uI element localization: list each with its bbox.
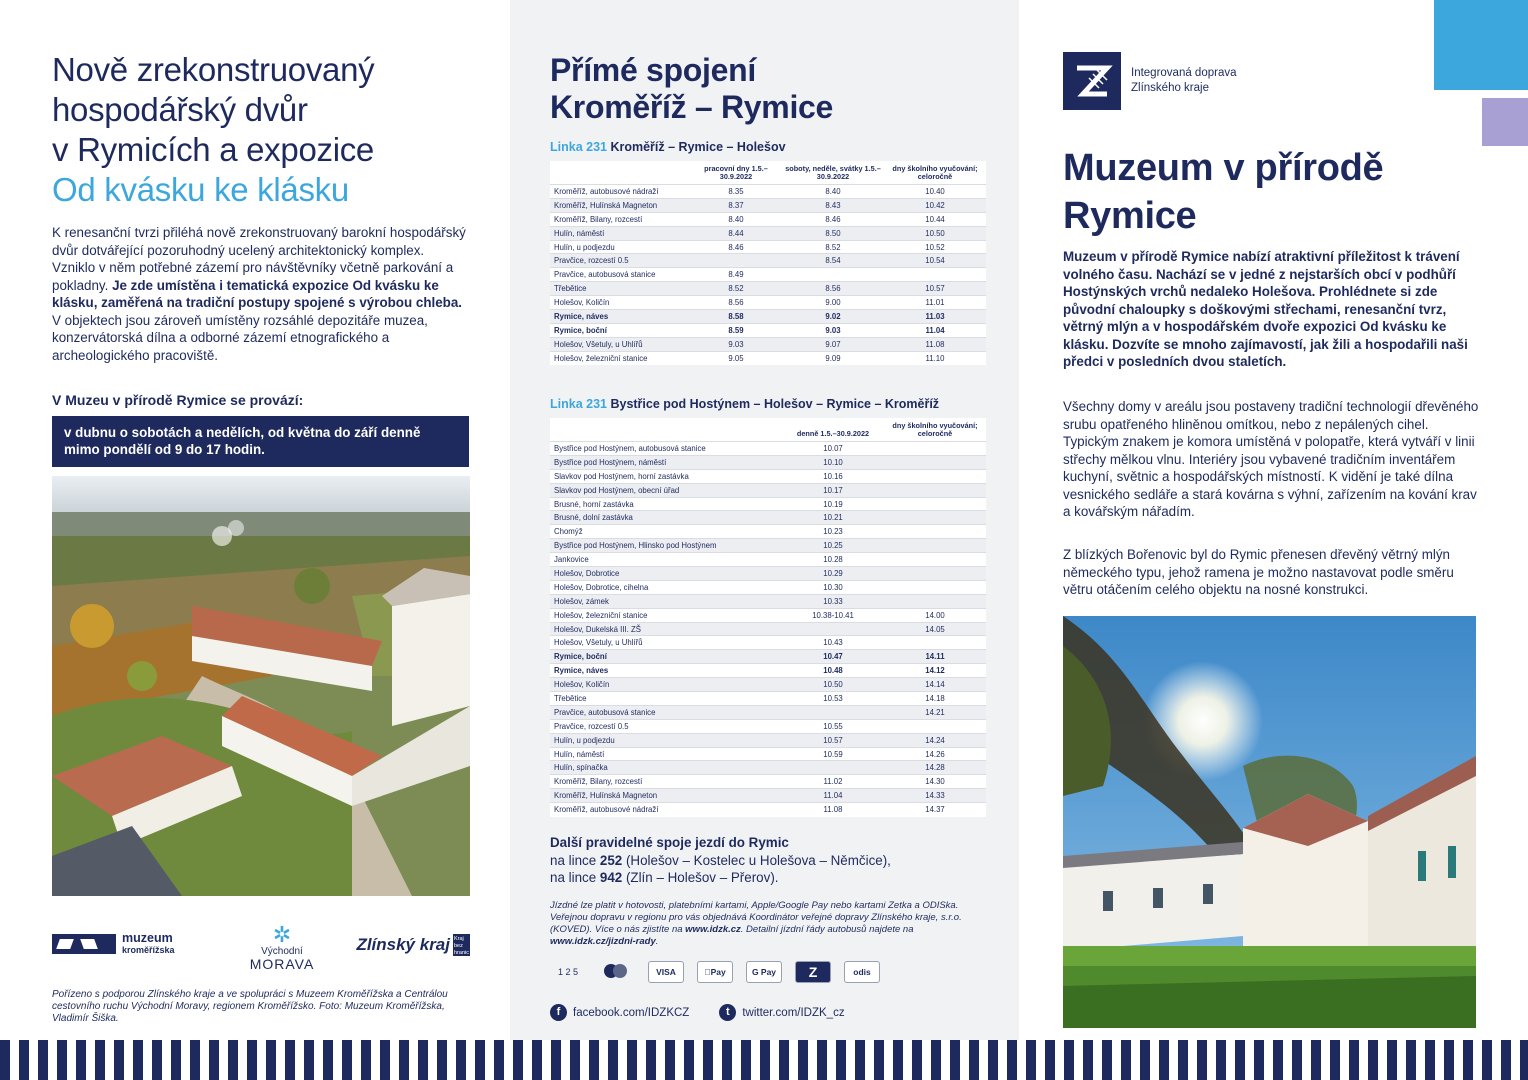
line2-departure-time: 10.28	[782, 553, 884, 567]
line1-row	[550, 240, 986, 254]
idzk-logo-line-2: Zlínského kraje	[1131, 82, 1209, 94]
line2-departure-time: 10.38-10.41	[782, 608, 884, 622]
courtyard-photo-illustration	[1063, 616, 1476, 1028]
left-title-line-2: hospodářský dvůr	[52, 91, 308, 128]
other-line1-route: (Holešov – Kostelec u Holešova – Němčice),	[622, 852, 891, 868]
line2-departure-time: 14.11	[884, 650, 986, 664]
line2-departure-time: 10.50	[782, 678, 884, 692]
line2-stop-name: Slavkov pod Hostýnem, obecní úřad	[550, 483, 782, 497]
museum-intro: Muzeum v přírodě Rymice nabízí atraktivní příležitost k trávení volného času. Nachází se v jedné z nejstarších obcí v podhůří Hostýnských vrchů nedaleko Holešova. Prohlédnete si zde původní chaloupky s doškovými střechami, renesanční tvrz, větrný mlýn a v hospodářském dvoře expozici Od kvásku ke klásku. Dozvíte se mnoho zajímavostí, jak žili a hospodařili naši předci v posledních dvou staletích.	[1063, 249, 1468, 369]
line1-row	[550, 198, 986, 212]
line1-departure-time: 8.59	[690, 323, 782, 337]
muzeum-logo-line-2: kroměřížska	[122, 945, 175, 955]
museum-title-line-1: Muzeum v přírodě	[1063, 147, 1384, 189]
line2-stop-name: Brusné, horní zastávka	[550, 497, 782, 511]
line1-departure-time: 8.49	[690, 268, 782, 282]
line2-row	[550, 594, 986, 608]
line2-departure-time	[884, 455, 986, 469]
line1-stop-name: Holešov, Količín	[550, 296, 690, 310]
line2-departure-time: 14.21	[884, 705, 986, 719]
line1-departure-time	[690, 254, 782, 268]
line1-row	[550, 296, 986, 310]
line1-departure-time: 8.35	[690, 185, 782, 199]
line2-row	[550, 580, 986, 594]
line2-departure-time: 14.24	[884, 733, 986, 747]
line1-stop-name: Kroměříž, autobusové nádraží	[550, 185, 690, 199]
line1-departure-time: 10.44	[884, 212, 986, 226]
line1-row	[550, 282, 986, 296]
line2-heading	[550, 397, 939, 411]
line2-departure-time: 10.25	[782, 539, 884, 553]
line1-departure-time: 8.56	[782, 282, 884, 296]
line2-departure-time: 14.33	[884, 789, 986, 803]
line2-departure-time: 14.00	[884, 608, 986, 622]
line2-stop-name: Kroměříž, Hulínská Magneton	[550, 789, 782, 803]
apple-pay-label: Pay	[707, 967, 723, 977]
line2-stop-name: Hulín, spínačka	[550, 761, 782, 775]
zk-logo-box: Kraj bez hranic	[454, 936, 469, 956]
line2-row	[550, 789, 986, 803]
odis-card-icon: odis	[844, 961, 880, 983]
left-body-part-1: K renesanční tvrzi přiléhá nově zrekonstruovaný barokní hospodářský dvůr dotvářející pozoruhodný ucelený architektonický komplex. Vzniklo v něm potřebné zázemí pro návštěvníky včetně parkování a pokladny.	[52, 225, 466, 293]
idzk-link[interactable]: www.idzk.cz	[685, 924, 741, 935]
line2-row	[550, 733, 986, 747]
line1-row	[550, 337, 986, 351]
line2-stop-name: Holešov, zámek	[550, 594, 782, 608]
line2-stop-name: Holešov, Dobrotice	[550, 567, 782, 581]
line1-stop-name: Pravčice, rozcestí 0.5	[550, 254, 690, 268]
line1-departure-time: 9.03	[690, 337, 782, 351]
line2-stop-name: Jankovice	[550, 553, 782, 567]
line2-departure-time	[884, 636, 986, 650]
line2-row	[550, 511, 986, 525]
line1-departure-time: 8.37	[690, 198, 782, 212]
visa-icon: VISA	[648, 961, 684, 983]
line1-number: Linka 231	[550, 140, 607, 154]
line1-row	[550, 185, 986, 199]
line1-row	[550, 268, 986, 282]
line2-departure-time: 10.53	[782, 692, 884, 706]
line2-departure-time: 10.19	[782, 497, 884, 511]
right-panel	[1019, 0, 1528, 1040]
vm-logo-line-2: MORAVA	[249, 956, 315, 972]
tt1-body	[550, 185, 986, 366]
line2-stop-name: Holešov, Všetuly, u Uhlířů	[550, 636, 782, 650]
line1-departure-time: 11.03	[884, 310, 986, 324]
connection-title-line-2: Kroměříž – Rymice	[550, 89, 834, 125]
line2-stop-name: Hulín, náměstí	[550, 747, 782, 761]
line1-stop-name: Třebětice	[550, 282, 690, 296]
museum-buildings-text: Všechny domy v areálu jsou postaveny tradiční technologií dřevěného srubu opatřeného hliněnou omítkou, nebo z nepálených cihel. Typickým znakem je komora umístěná v polopatře, která vytváří v linii střechy mělkou vlnu. Interiéry jsou vybavené tradičním inventářem kuchyní, světnic a hospodářských místností. K vidění je také dílna vesnického sedláře a stará kovárna s výhní, zařízením na kování krav a kovářským nářadím.	[1063, 399, 1479, 519]
left-body-bold: Je zde umístěna i tematická expozice Od kvásku ke klásku, zaměřená na tradiční postupy spojené s výrobou chleba.	[52, 277, 463, 310]
idzk-logo-line-1: Integrovaná doprava	[1131, 67, 1237, 79]
line2-row	[550, 553, 986, 567]
line2-row	[550, 678, 986, 692]
line2-stop-name: Hulín, u podjezdu	[550, 733, 782, 747]
line1-stop-name: Holešov, železniční stanice	[550, 351, 690, 365]
muzeum-mark-icon	[52, 934, 116, 954]
line2-row	[550, 650, 986, 664]
line2-departure-time	[884, 511, 986, 525]
line2-departure-time	[884, 719, 986, 733]
fare-note-part-1: Jízdné lze platit v hotovosti, platebními kartami, Apple/Google Pay nebo kartami Zetka a ODISka. Veřejnou dopravu v regionu pro vás objednává Koordinátor veřejné dopravy Zlínského kraje, s.r.o. (KOVED). Více o nás zjistíte na	[550, 900, 962, 935]
other-connections-heading: Další pravidelné spoje jezdí do Rymic	[550, 835, 789, 850]
line2-stop-name: Pravčice, rozcestí 0.5	[550, 719, 782, 733]
line1-departure-time: 10.42	[884, 198, 986, 212]
google-pay-icon: G Pay	[746, 961, 782, 983]
timetables-link[interactable]: www.idzk.cz/jizdni-rady	[550, 936, 656, 947]
line1-stop-name: Hulín, u podjezdu	[550, 240, 690, 254]
tt1-header-weekends: soboty, neděle, svátky 1.5.–30.9.2022	[782, 161, 884, 185]
line2-departure-time: 14.12	[884, 664, 986, 678]
left-title-accent: Od kvásku ke klásku	[52, 171, 349, 208]
line2-departure-time: 10.30	[782, 580, 884, 594]
line1-departure-time: 10.52	[884, 240, 986, 254]
line2-departure-time: 14.37	[884, 803, 986, 817]
partner-logos	[52, 924, 470, 974]
line2-row	[550, 719, 986, 733]
line1-departure-time: 9.03	[782, 323, 884, 337]
line2-departure-time: 11.04	[782, 789, 884, 803]
line2-row	[550, 775, 986, 789]
line1-departure-time: 8.50	[782, 226, 884, 240]
line2-stop-name: Holešov, Količín	[550, 678, 782, 692]
line1-stop-name: Holešov, Všetuly, u Uhlířů	[550, 337, 690, 351]
tt2-body	[550, 442, 986, 817]
tt1-header-school: dny školního vyučování; celoročně	[884, 161, 986, 185]
line1-departure-time: 8.46	[690, 240, 782, 254]
muzeum-logo-line-1: muzeum	[122, 931, 173, 945]
line2-row	[550, 455, 986, 469]
line2-stop-name: Brusné, dolní zastávka	[550, 511, 782, 525]
zones-icon: 1 2 5	[557, 967, 579, 977]
line2-stop-name: Rymice, náves	[550, 664, 782, 678]
line1-departure-time: 8.43	[782, 198, 884, 212]
museum-title	[1063, 144, 1383, 240]
twitter-label: twitter.com/IDZK_cz	[742, 1006, 845, 1019]
windmill-text: Z blízkých Bořenovic byl do Rymic přenesen dřevěný větrný mlýn německého typu, jehož ramena je možno nastavovat podle směru větru otáčením celého objektu na nosné konstrukci.	[1063, 547, 1454, 597]
guided-tours-heading: V Muzeu v přírodě Rymice se provází:	[52, 392, 304, 408]
line2-row	[550, 525, 986, 539]
social-links	[550, 1004, 980, 1021]
tt2-header-daily: denně 1.5.–30.9.2022	[782, 418, 884, 442]
tt1-header-stop	[550, 161, 690, 185]
line1-departure-time: 8.54	[782, 254, 884, 268]
other-line1-number: 252	[599, 852, 623, 868]
tt2-header-school: dny školního vyučování; celoročně	[884, 418, 986, 442]
fare-note-part-3: .	[655, 936, 659, 947]
line2-stop-name: Holešov, železniční stanice	[550, 608, 782, 622]
line2-stop-name: Chomýž	[550, 525, 782, 539]
other-line2-prefix: na lince	[550, 870, 600, 885]
line2-departure-time: 10.10	[782, 455, 884, 469]
line2-stop-name: Kroměříž, autobusové nádraží	[550, 803, 782, 817]
facebook-label: facebook.com/IDZKCZ	[573, 1006, 690, 1019]
connection-title-line-1: Přímé spojení	[550, 52, 756, 88]
tt1-header-weekdays: pracovní dny 1.5.–30.9.2022	[690, 161, 782, 185]
line2-departure-time: 10.16	[782, 469, 884, 483]
line2-stop-name: Bystřice pod Hostýnem, autobusová stanice	[550, 442, 782, 456]
line2-departure-time: 10.48	[782, 664, 884, 678]
line1-departure-time: 8.40	[690, 212, 782, 226]
line2-departure-time	[884, 469, 986, 483]
line2-departure-time: 14.18	[884, 692, 986, 706]
line2-row	[550, 803, 986, 817]
line1-departure-time: 11.04	[884, 323, 986, 337]
timetable-line2	[550, 418, 986, 817]
line1-departure-time: 11.08	[884, 337, 986, 351]
line1-stop-name: Rymice, náves	[550, 310, 690, 324]
idzk-logo	[1063, 52, 1237, 110]
line2-row	[550, 442, 986, 456]
facebook-icon: f	[550, 1004, 567, 1021]
line2-departure-time	[884, 442, 986, 456]
left-panel	[0, 0, 510, 1040]
line2-departure-time: 14.28	[884, 761, 986, 775]
line2-stop-name: Bystřice pod Hostýnem, Hlinsko pod Hostýnem	[550, 539, 782, 553]
line2-departure-time: 10.43	[782, 636, 884, 650]
line1-route: Kroměříž – Rymice – Holešov	[610, 140, 786, 154]
line1-stop-name: Kroměříž, Hulínská Magneton	[550, 198, 690, 212]
line1-departure-time: 10.40	[884, 185, 986, 199]
line1-departure-time: 8.52	[782, 240, 884, 254]
line2-stop-name: Kroměříž, Bilany, rozcestí	[550, 775, 782, 789]
line2-departure-time: 10.23	[782, 525, 884, 539]
other-connections	[550, 834, 990, 887]
line2-departure-time	[884, 594, 986, 608]
line2-row	[550, 761, 986, 775]
line2-row	[550, 636, 986, 650]
line2-stop-name: Holešov, Dobrotice, cihelna	[550, 580, 782, 594]
line1-departure-time	[884, 268, 986, 282]
line2-departure-time: 14.30	[884, 775, 986, 789]
line1-departure-time: 8.58	[690, 310, 782, 324]
decor-lavender-block	[1482, 98, 1528, 146]
line1-stop-name: Pravčice, autobusová stanice	[550, 268, 690, 282]
line1-row	[550, 212, 986, 226]
line2-departure-time	[782, 761, 884, 775]
fare-note	[550, 900, 980, 948]
line1-row	[550, 226, 986, 240]
line1-departure-time: 8.46	[782, 212, 884, 226]
line2-departure-time: 14.26	[884, 747, 986, 761]
line2-departure-time	[884, 567, 986, 581]
connection-title	[550, 52, 833, 126]
line1-departure-time: 8.40	[782, 185, 884, 199]
line2-departure-time: 11.02	[782, 775, 884, 789]
line2-departure-time: 10.17	[782, 483, 884, 497]
line1-departure-time: 9.02	[782, 310, 884, 324]
line2-departure-time	[782, 705, 884, 719]
timetable-line1	[550, 161, 986, 365]
line2-stop-name: Holešov, Dukelská III. ZŠ	[550, 622, 782, 636]
line2-departure-time: 10.29	[782, 567, 884, 581]
courtyard-photo	[1063, 616, 1476, 1028]
idzk-z-icon	[1063, 52, 1121, 110]
line2-stop-name: Slavkov pod Hostýnem, horní zastávka	[550, 469, 782, 483]
line2-row	[550, 705, 986, 719]
line2-row	[550, 692, 986, 706]
line2-departure-time: 10.07	[782, 442, 884, 456]
line2-departure-time: 10.55	[782, 719, 884, 733]
line1-row	[550, 254, 986, 268]
zetka-card-icon: Z	[795, 961, 831, 983]
line2-departure-time: 10.57	[782, 733, 884, 747]
tt2-header-stop	[550, 418, 782, 442]
bottom-stripe-border	[0, 1040, 1528, 1080]
line1-departure-time: 9.05	[690, 351, 782, 365]
twitter-icon: t	[719, 1004, 736, 1021]
line2-departure-time	[782, 622, 884, 636]
decor-blue-block	[1434, 0, 1528, 90]
line1-stop-name: Rymice, boční	[550, 323, 690, 337]
line2-departure-time: 11.08	[782, 803, 884, 817]
line2-departure-time: 10.47	[782, 650, 884, 664]
line2-departure-time	[884, 483, 986, 497]
line2-row	[550, 747, 986, 761]
line2-row	[550, 483, 986, 497]
opening-hours-box: v dubnu o sobotách a nedělích, od května do září denně mimo pondělí od 9 do 17 hodin.	[52, 416, 469, 467]
line2-stop-name: Třebětice	[550, 692, 782, 706]
museum-title-line-2: Rymice	[1063, 195, 1197, 237]
line2-number: Linka 231	[550, 397, 607, 411]
left-title-line-3: v Rymicích a expozice	[52, 131, 374, 168]
other-line2-route: (Zlín – Holešov – Přerov).	[622, 870, 779, 885]
line2-departure-time	[884, 525, 986, 539]
facebook-link[interactable]	[550, 1004, 689, 1021]
middle-panel	[510, 0, 1019, 1040]
line2-stop-name: Rymice, boční	[550, 650, 782, 664]
line2-stop-name: Bystřice pod Hostýnem, náměstí	[550, 455, 782, 469]
line2-departure-time: 10.59	[782, 747, 884, 761]
left-body-text	[52, 224, 470, 364]
farmyard-aerial-photo	[52, 476, 470, 896]
fare-note-part-2: . Detailní jízdní řády autobusů najdete na	[740, 924, 914, 935]
apple-pay-icon	[697, 961, 733, 983]
line1-row	[550, 310, 986, 324]
line1-departure-time: 8.52	[690, 282, 782, 296]
line1-departure-time: 11.10	[884, 351, 986, 365]
line1-stop-name: Hulín, náměstí	[550, 226, 690, 240]
line2-departure-time	[884, 539, 986, 553]
line2-departure-time: 14.05	[884, 622, 986, 636]
line2-row	[550, 664, 986, 678]
other-line1-prefix: na lince	[550, 852, 600, 868]
line2-row	[550, 608, 986, 622]
vm-logo-line-1: Východní	[261, 946, 303, 957]
zk-logo-word: Zlínský kraj	[356, 935, 450, 954]
payment-methods	[550, 960, 980, 984]
line2-row	[550, 622, 986, 636]
line2-departure-time: 10.33	[782, 594, 884, 608]
vychodni-morava-logo	[242, 924, 322, 971]
line2-departure-time: 10.21	[782, 511, 884, 525]
line1-departure-time: 10.50	[884, 226, 986, 240]
left-title	[52, 50, 472, 210]
line2-row	[550, 567, 986, 581]
flower-icon: ✲	[272, 922, 292, 947]
mastercard-icon	[599, 961, 635, 983]
left-body-part-2: V objektech jsou zároveň umístěny rozsáhlé depozitáře muzea, konzervátorská dílna a odborné zázemí etnografického a archeologického pracoviště.	[52, 312, 428, 363]
line1-departure-time: 11.01	[884, 296, 986, 310]
line1-departure-time	[782, 268, 884, 282]
line2-departure-time	[884, 580, 986, 594]
line2-row	[550, 497, 986, 511]
line1-stop-name: Kroměříž, Bilany, rozcestí	[550, 212, 690, 226]
line2-departure-time: 14.14	[884, 678, 986, 692]
line1-departure-time: 8.56	[690, 296, 782, 310]
other-line2-number: 942	[599, 870, 623, 885]
line2-departure-time	[884, 553, 986, 567]
line2-row	[550, 469, 986, 483]
aerial-photo-illustration	[52, 476, 470, 896]
line1-departure-time: 9.07	[782, 337, 884, 351]
line2-route: Bystřice pod Hostýnem – Holešov – Rymice – Kroměříž	[610, 397, 940, 411]
photo-credit: Pořízeno s podporou Zlínského kraje a ve spolupráci s Muzeem Kroměřížska a Centrálou cestovního ruchu Východní Moravy, regionem Kroměřížsko. Foto: Muzeum Kroměřížska, Vladimír Šiška.	[52, 989, 448, 1024]
line1-departure-time: 9.00	[782, 296, 884, 310]
line1-departure-time: 10.54	[884, 254, 986, 268]
twitter-link[interactable]	[719, 1004, 844, 1021]
line1-departure-time: 8.44	[690, 226, 782, 240]
line1-row	[550, 323, 986, 337]
line1-heading	[550, 140, 786, 154]
line1-row	[550, 351, 986, 365]
line2-departure-time	[884, 497, 986, 511]
line2-stop-name: Pravčice, autobusová stanice	[550, 705, 782, 719]
line1-departure-time: 10.57	[884, 282, 986, 296]
line2-row	[550, 539, 986, 553]
zlinsky-kraj-logo	[356, 934, 470, 956]
muzeum-kromerizska-logo	[52, 932, 175, 956]
left-title-line-1: Nově zrekonstruovaný	[52, 51, 375, 88]
line1-departure-time: 9.09	[782, 351, 884, 365]
